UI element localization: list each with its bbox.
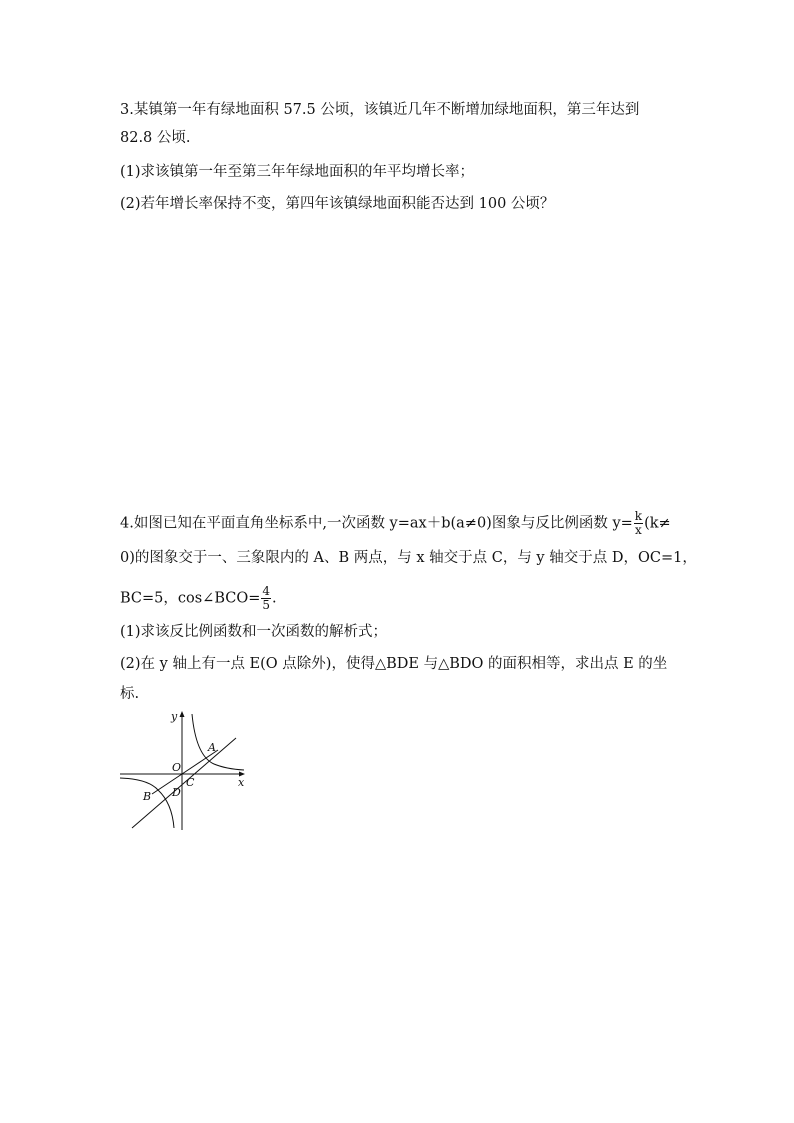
fraction-4-over-5 bbox=[261, 585, 271, 612]
fraction-numerator: k bbox=[634, 509, 643, 523]
fraction-denominator: x bbox=[635, 523, 642, 537]
q3-line-1: 3.某镇第一年有绿地面积 57.5 公顷，该镇近几年不断增加绿地面积，第三年达到 bbox=[120, 102, 640, 118]
label-c: C bbox=[186, 776, 195, 789]
label-a: A bbox=[208, 741, 216, 754]
fraction-k-over-x bbox=[634, 510, 643, 537]
label-o: O bbox=[172, 761, 182, 774]
label-d: D bbox=[172, 786, 181, 799]
q4-line-3-tail: . bbox=[272, 590, 277, 607]
q4-line-2: 0)的图象交于一、三象限内的 A、B 两点，与 x 轴交于点 C，与 y 轴交于点 D，OC=1， bbox=[120, 550, 697, 566]
fraction-denominator: 5 bbox=[262, 598, 271, 612]
label-b: B bbox=[143, 790, 152, 803]
q3-part-2: (2)若年增长率保持不变，第四年该镇绿地面积能否达到 100 公顷？ bbox=[120, 196, 555, 212]
hyperbola-branch-third-quadrant bbox=[120, 778, 174, 828]
q4-line-3 bbox=[120, 585, 277, 612]
q4-line-1 bbox=[120, 510, 671, 537]
label-y: y bbox=[171, 710, 178, 723]
y-axis-arrow bbox=[180, 711, 185, 717]
q4-line-3-text: BC=5，cos∠BCO= bbox=[120, 590, 261, 607]
fraction-numerator: 4 bbox=[262, 584, 271, 598]
q4-line-1-text: 4.如图已知在平面直角坐标系中,一次函数 y=ax＋b(a≠0)图象与反比例函数 y= bbox=[120, 515, 633, 532]
q3-line-2: 82.8 公顷. bbox=[120, 130, 191, 146]
q4-part-2: (2)在 y 轴上有一点 E(O 点除外)，使得△BDE 与△BDO 的面积相等，求出点 E 的坐 bbox=[120, 656, 668, 672]
q4-line-1-tail: (k≠ bbox=[644, 515, 671, 532]
label-x: x bbox=[238, 776, 245, 789]
q4-part-1: (1)求该反比例函数和一次函数的解析式； bbox=[120, 624, 388, 640]
coordinate-figure bbox=[118, 708, 250, 832]
q4-part-2-cont: 标. bbox=[120, 686, 140, 702]
q3-part-1: (1)求该镇第一年至第三年年绿地面积的年平均增长率； bbox=[120, 164, 475, 180]
